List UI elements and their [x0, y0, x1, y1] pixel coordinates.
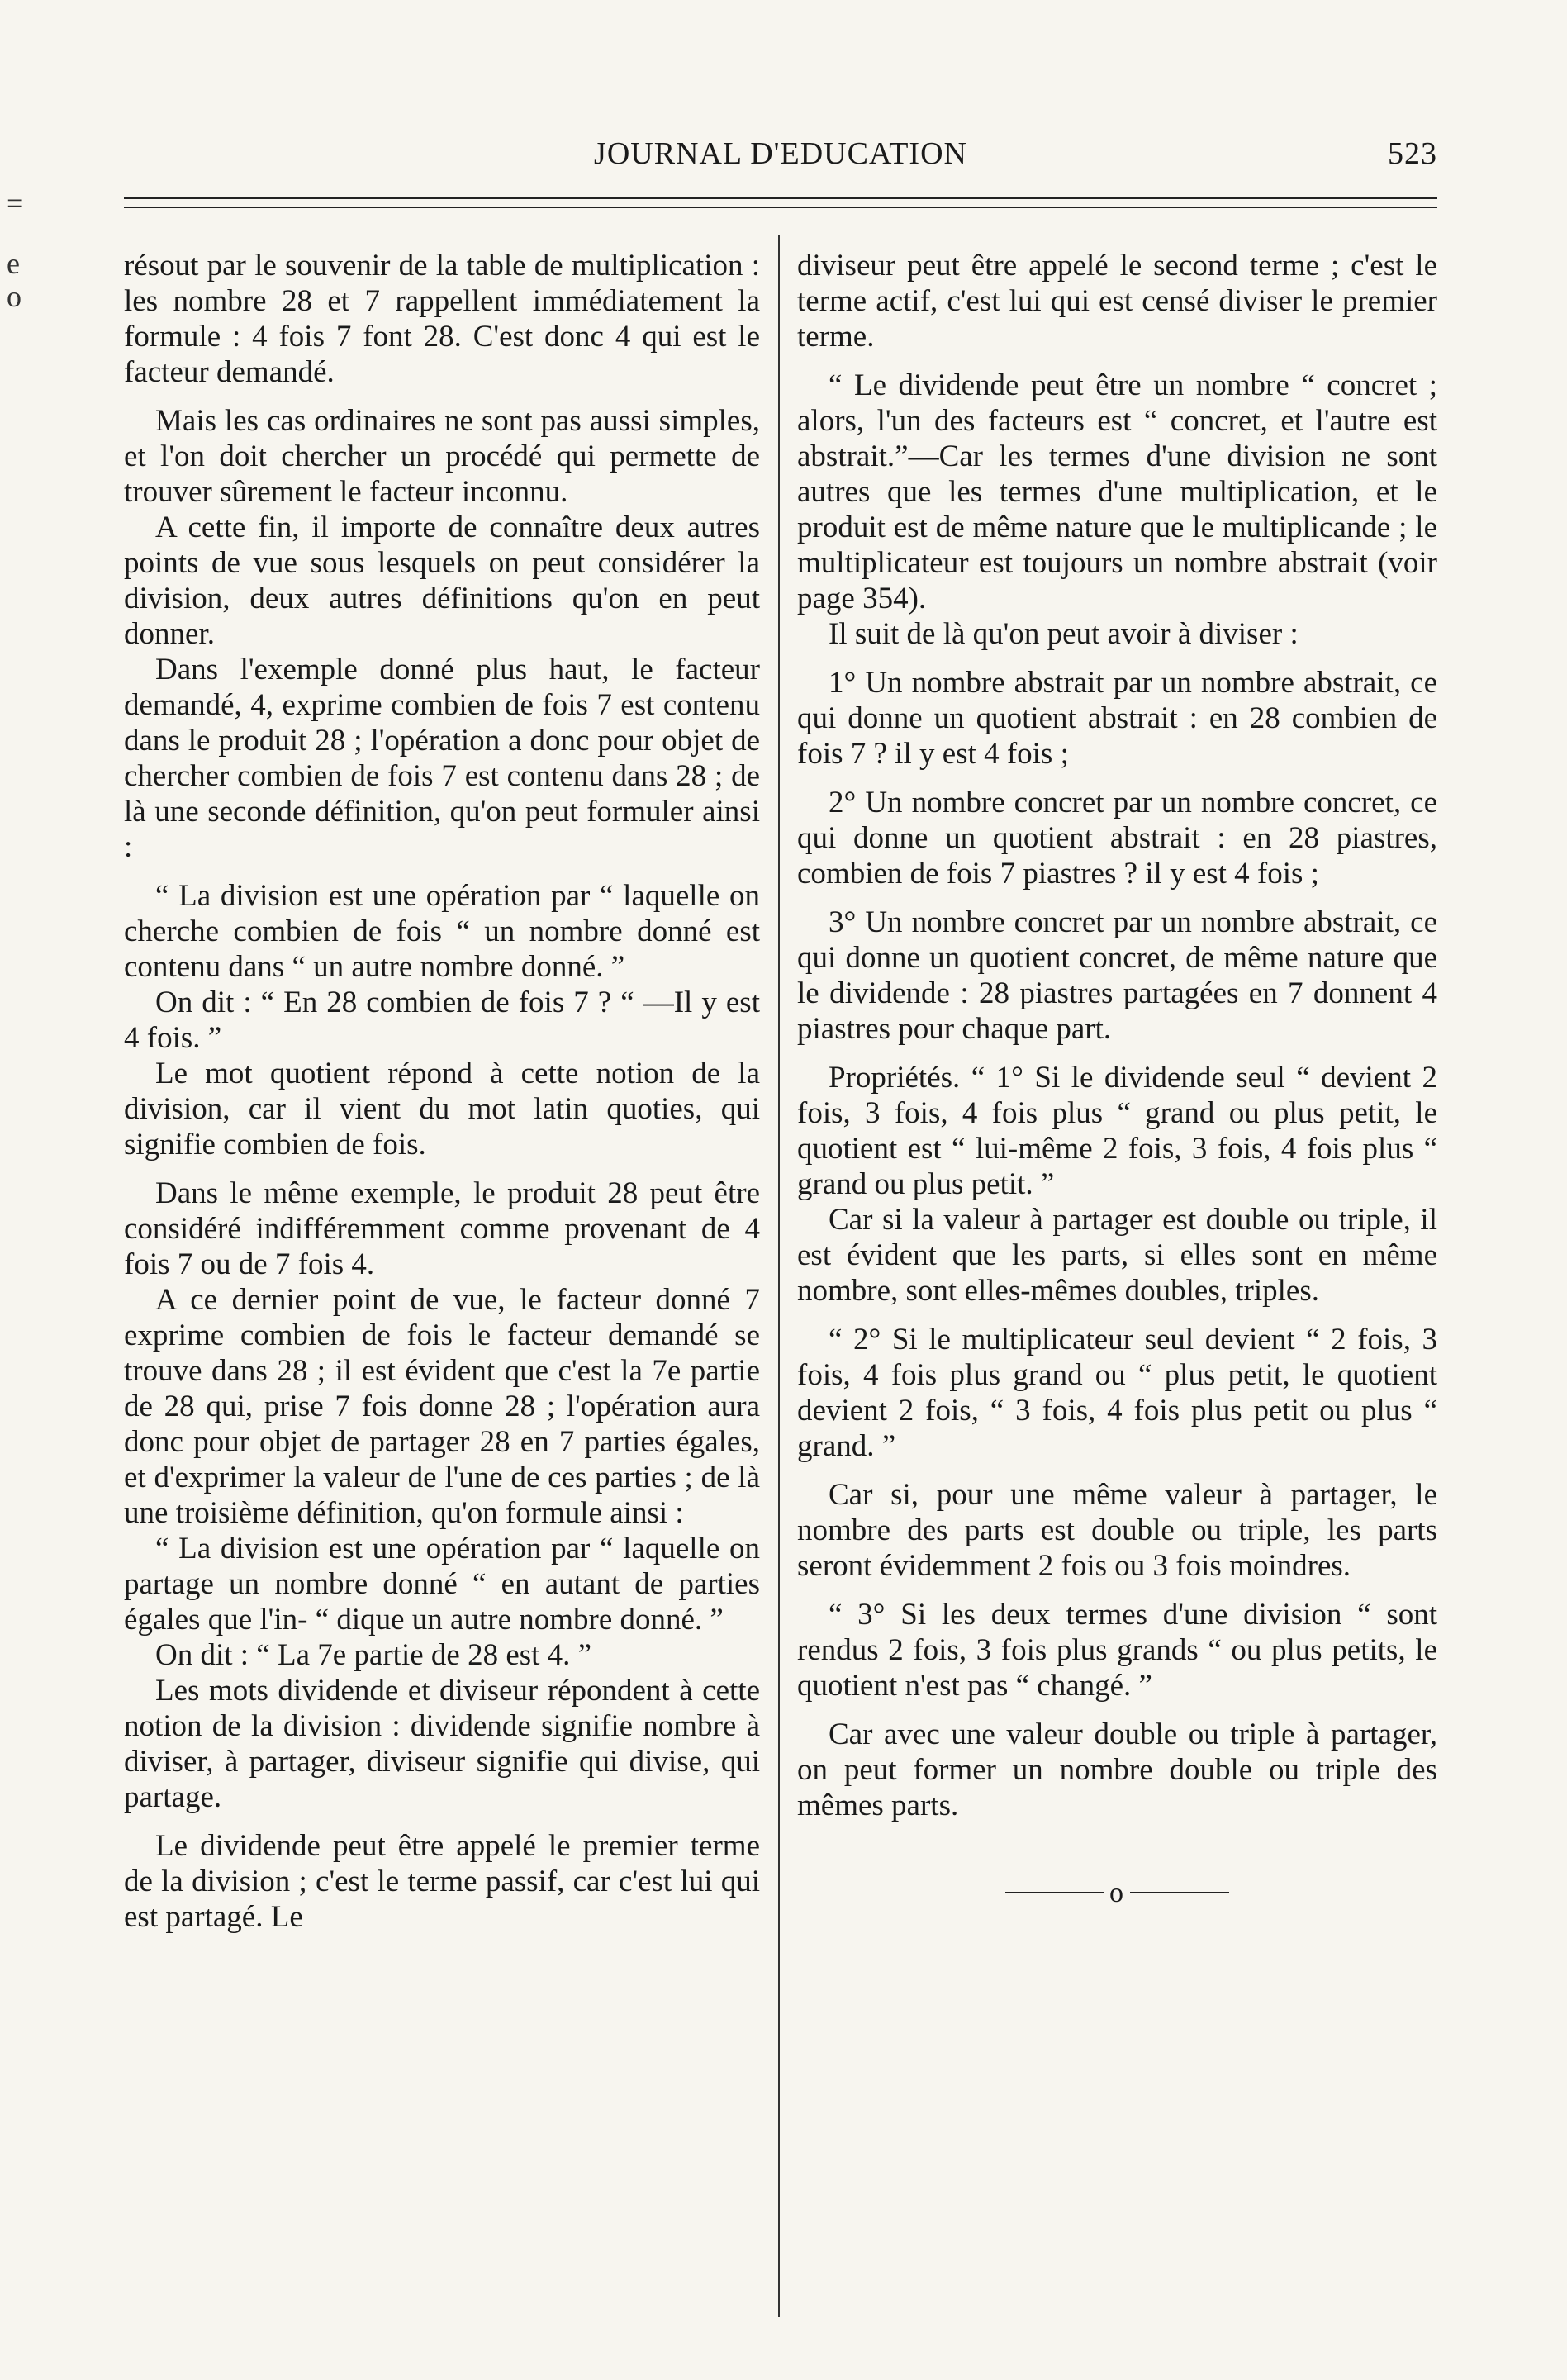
- properties-heading-paragraph: Propriétés. “ 1° Si le dividende seul “ devient 2 fois, 3 fois, 4 fois plus “ grand ou plus petit, le quotient est “ lui-même 2 fois, 3 fois, 4 fois plus “ grand ou plus petit. ”: [797, 1061, 1437, 1201]
- divider-line: [1130, 1892, 1229, 1893]
- paragraph: “ 2° Si le multiplicateur seul devient “ 2 fois, 3 fois, 4 fois plus grand ou “ plus petit, le quotient devient 2 fois, “ 3 fois, 4 fois plus petit ou plus “ grand. ”: [797, 1323, 1437, 1463]
- column-divider: [778, 235, 780, 2317]
- page-header: [124, 132, 1437, 182]
- paragraph: Le dividende peut être appelé le premier terme de la division ; c'est le terme passif, car c'est lui qui est partagé. Le: [124, 1829, 760, 1934]
- paragraph: Car avec une valeur double ou triple à partager, on peut former un nombre double ou triple des mêmes parts.: [797, 1717, 1437, 1822]
- list-item: 3° Un nombre concret par un nombre abstrait, ce qui donne un quotient concret, de même nature que le dividende : 28 piastres partagées en 7 donnent 4 piastres pour chaque part.: [797, 905, 1437, 1046]
- paragraph: A ce dernier point de vue, le facteur donné 7 exprime combien de fois le facteur demandé se trouve dans 28 ; il est évident que c'est la 7e partie de 28 qui, prise 7 fois donne 28 ; l'opération aura donc pour objet de partager 28 en 7 parties égales, et d'exprimer la valeur de l'une de ces parties ; de là une troisième définition, qu'on formule ainsi :: [124, 1283, 760, 1530]
- margin-mark: =: [7, 187, 24, 220]
- paragraph: Les mots dividende et diviseur répondent à cette notion de la division : dividende signifie nombre à diviser, à partager, diviseur signifie qui divise, qui partage.: [124, 1674, 760, 1814]
- paragraph: Car si, pour une même valeur à partager, le nombre des parts est double ou triple, les parts seront évidemment 2 fois ou 3 fois moindres.: [797, 1478, 1437, 1583]
- quotation: “ La division est une opération par “ laquelle on partage un nombre donné “ en autant de parties égales que l'in- “ dique un autre nombre donné. ”: [124, 1532, 760, 1637]
- list-item: 2° Un nombre concret par un nombre concret, ce qui donne un quotient abstrait : en 28 piastres, combien de fois 7 piastres ? il y est 4 fois ;: [797, 786, 1437, 891]
- paragraph: A cette fin, il importe de connaître deux autres points de vue sous lesquels on peut considérer la division, deux autres définitions qu'on en peut donner.: [124, 511, 760, 651]
- section-divider: [797, 1873, 1437, 1911]
- list-item: 1° Un nombre abstrait par un nombre abstrait, ce qui donne un quotient abstrait : en 28 combien de fois 7 ? il y est 4 fois ;: [797, 666, 1437, 771]
- header-rule-bottom: [124, 207, 1437, 208]
- quotation: “ La division est une opération par “ laquelle on cherche combien de fois “ un nombre donné est contenu dans “ un autre nombre donné. ”: [124, 879, 760, 984]
- paragraph: résout par le souvenir de la table de multiplication : les nombre 28 et 7 rappellent immédiatement la formule : 4 fois 7 font 28. C'est donc 4 qui est le facteur demandé.: [124, 249, 760, 389]
- paragraph: Dans l'exemple donné plus haut, le facteur demandé, 4, exprime combien de fois 7 est contenu dans le produit 28 ; l'opération a donc pour objet de chercher combien de fois 7 est contenu dans 28 ; de là une seconde définition, qu'on peut formuler ainsi :: [124, 653, 760, 864]
- right-column: [797, 248, 1437, 1911]
- paragraph: Car si la valeur à partager est double ou triple, il est évident que les parts, si elles sont en même nombre, sont elles-mêmes doubles, triples.: [797, 1203, 1437, 1308]
- margin-mark: o: [7, 280, 21, 313]
- page-number: 523: [1388, 136, 1437, 171]
- header-rule-top: [124, 197, 1437, 199]
- paragraph: “ 3° Si les deux termes d'une division “ sont rendus 2 fois, 3 fois plus grands “ ou plus petits, le quotient n'est pas “ changé. ”: [797, 1598, 1437, 1703]
- journal-title: JOURNAL D'EDUCATION: [594, 136, 967, 171]
- paragraph: Il suit de là qu'on peut avoir à diviser :: [829, 617, 1299, 651]
- paragraph: Le mot quotient répond à cette notion de la division, car il vient du mot latin quoties, qui signifie combien de fois.: [124, 1057, 760, 1161]
- left-column: [124, 248, 760, 1948]
- paragraph: “ Le dividende peut être un nombre “ concret ; alors, l'un des facteurs est “ concret, et l'autre est abstrait.”—Car les termes d'une division ne sont autres que les termes d'une multiplication, et le produit est de même nature que le multiplicande ; le multiplicateur est toujours un nombre abstrait (voir page 354).: [797, 368, 1437, 615]
- margin-mark: e: [7, 247, 20, 280]
- divider-line: [1005, 1892, 1104, 1893]
- divider-mark: o: [1109, 1877, 1125, 1908]
- paragraph: On dit : “ En 28 combien de fois 7 ? “ —Il y est 4 fois. ”: [124, 986, 760, 1055]
- paragraph: On dit : “ La 7e partie de 28 est 4. ”: [155, 1638, 592, 1672]
- paragraph: Dans le même exemple, le produit 28 peut être considéré indifféremment comme provenant de 4 fois 7 ou de 7 fois 4.: [124, 1176, 760, 1281]
- paragraph: Mais les cas ordinaires ne sont pas aussi simples, et l'on doit chercher un procédé qui permette de trouver sûrement le facteur inconnu.: [124, 404, 760, 509]
- paragraph: diviseur peut être appelé le second terme ; c'est le terme actif, c'est lui qui est censé diviser le premier terme.: [797, 249, 1437, 354]
